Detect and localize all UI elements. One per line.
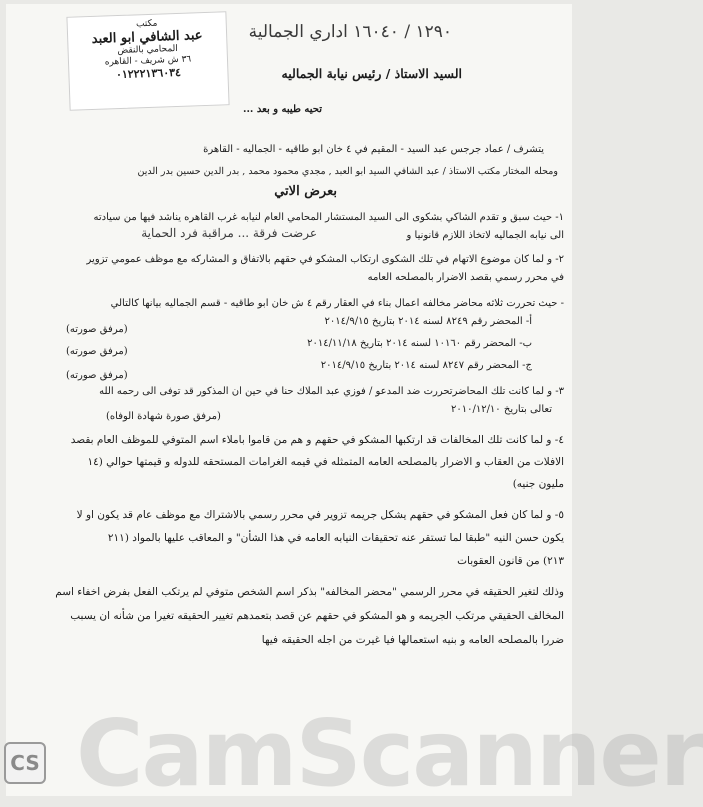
record-a-attachment: (مرفق صورته) [66,324,128,335]
paragraph-5-line-1: ٥- و لما كان فعل المشكو في حقهم يشكل جريمه تزوير في محرر رسمي بالاشتراك مع موظف عام قد يكون او لا [76,509,564,521]
scanner-watermark: CamScanner [76,700,703,807]
paragraph-3-line-1: ٣- و لما كانت تلك المحاضرتحررت ضد المدعو / فوزي عبد الملاك حنا في حين ان المذكور قد توفى الى رحمه الله [99,386,564,397]
record-c: ج- المحضر رقم ٨٢٤٧ لسنه ٢٠١٤ بتاريخ ٢٠١٤/٩/١٥ [320,360,532,371]
paragraph-6-line-2: المخالف الحقيقي مرتكب الجريمه و هو المشكو في حقهم عن قصد بتعمدهم تغيير الحقيقه تغيرا من شأنه ان يسبب [70,610,564,622]
stamp-title: المحامي بالنقض [117,44,179,57]
paragraph-2-line-1: ٢- و لما كان موضوع الاتهام في تلك الشكوى ارتكاب المشكو في حقهم بالاتفاق و المشاركه مع موظف عمومي تزوير [86,254,564,265]
record-b-attachment: (مرفق صورته) [66,346,128,357]
paragraph-3-line-2: تعالى بتاريخ ٢٠١٠/١٢/١٠ [450,404,552,415]
document-page [6,4,703,807]
handwritten-note: عرضت فرقة ... مراقبة فرد الحماية [141,226,317,240]
record-b: ب- المحضر رقم ١٠١٦٠ لسنه ٢٠١٤ بتاريخ ٢٠١٤/١١/١٨ [307,338,532,349]
paragraph-4-line-1: ٤- و لما كانت تلك المخالفات قد ارتكبها المشكو في حقهم و هم من قاموا باملاء اسم المتوفي للموظف العام بقصد [70,434,564,446]
addressee: السيد الاستاذ / رئيس نيابة الجماليه [281,66,462,81]
section-title: بعرض الاتي [274,184,337,199]
stamp-office: مكتب [135,18,158,30]
lawyer-stamp [66,11,229,111]
greeting: تحيه طيبه و بعد ... [242,104,322,115]
paragraph-4-line-2: الافلات من العقاب و الاضرار بالمصلحه العامه المتمثله في قيمه الغرامات المستحقه للدوله و قيمتها حوالي (١٤ [87,456,564,468]
paragraph-6-line-1: وذلك لتغير الحقيقه في محرر الرسمي "محضر المخالفه" بذكر اسم الشخص متوفي لم يرتكب الفعل بفرض اخفاء اسم [55,586,564,598]
stamp-phone: ٠١٢٢٢١٣٦٠٣٤ [115,65,182,82]
paragraph-5-line-2: يكون حسن النيه "طبقا لما تستقر عنه تحقيقات النيابه العامه في هذا الشأن" و المعاقب عليها بالمواد (٢١١ [107,532,564,544]
paragraph-1-line-2: الى نيابه الجماليه لاتخاذ اللازم قانونيا و [406,230,564,241]
paragraph-5-line-3: ٢١٣) من قانون العقوبات [457,555,564,567]
paragraph-6-line-3: ضررا بالمصلحه العامه و بنيه استعمالها فيا غيرت من اجله الحقيقه فيها [261,634,564,646]
handwritten-case-number: ١٢٩٠ / ١٦٠٤٠ اداري الجمالية [248,22,452,42]
death-certificate-attachment: (مرفق صورة شهادة الوفاه) [106,411,221,422]
stamp-name: عبد الشافي ابو العبد [91,27,203,47]
paragraph-4-line-3: مليون جنيه) [512,478,564,490]
record-c-attachment: (مرفق صورته) [66,370,128,381]
camscanner-logo-icon: CS [4,742,46,784]
paragraph-2-line-2: في محرر رسمي بقصد الاضرار بالمصلحه العامه [367,272,564,283]
stamp-address: ٣٦ ش شريف - القاهره [104,54,192,68]
complainant-line: يتشرف / عماد جرجس عبد السيد - المقيم في ٤ خان ابو طاقيه - الجماليه - القاهرة [203,144,544,155]
record-a: أ- المحضر رقم ٨٢٤٩ لسنه ٢٠١٤ بتاريخ ٢٠١٤/٩/١٥ [324,316,532,327]
paragraph-3-intro: - حيث تحررت ثلاثه محاضر مخالفه اعمال بناء في العقار رقم ٤ ش خان ابو طاقيه - قسم الجماليه بيانها كالتالي [110,298,564,309]
counsel-line: ومحله المختار مكتب الاستاذ / عبد الشافي السيد ابو العبد , مجدي محمود محمد , بدر الدين حسين بدر الدين [137,166,558,177]
paragraph-1-line-1: ١- حيث سبق و تقدم الشاكي بشكوى الى السيد المستشار المحامي العام لنيابه غرب القاهره يناشد فيها من سيادته [93,212,564,223]
